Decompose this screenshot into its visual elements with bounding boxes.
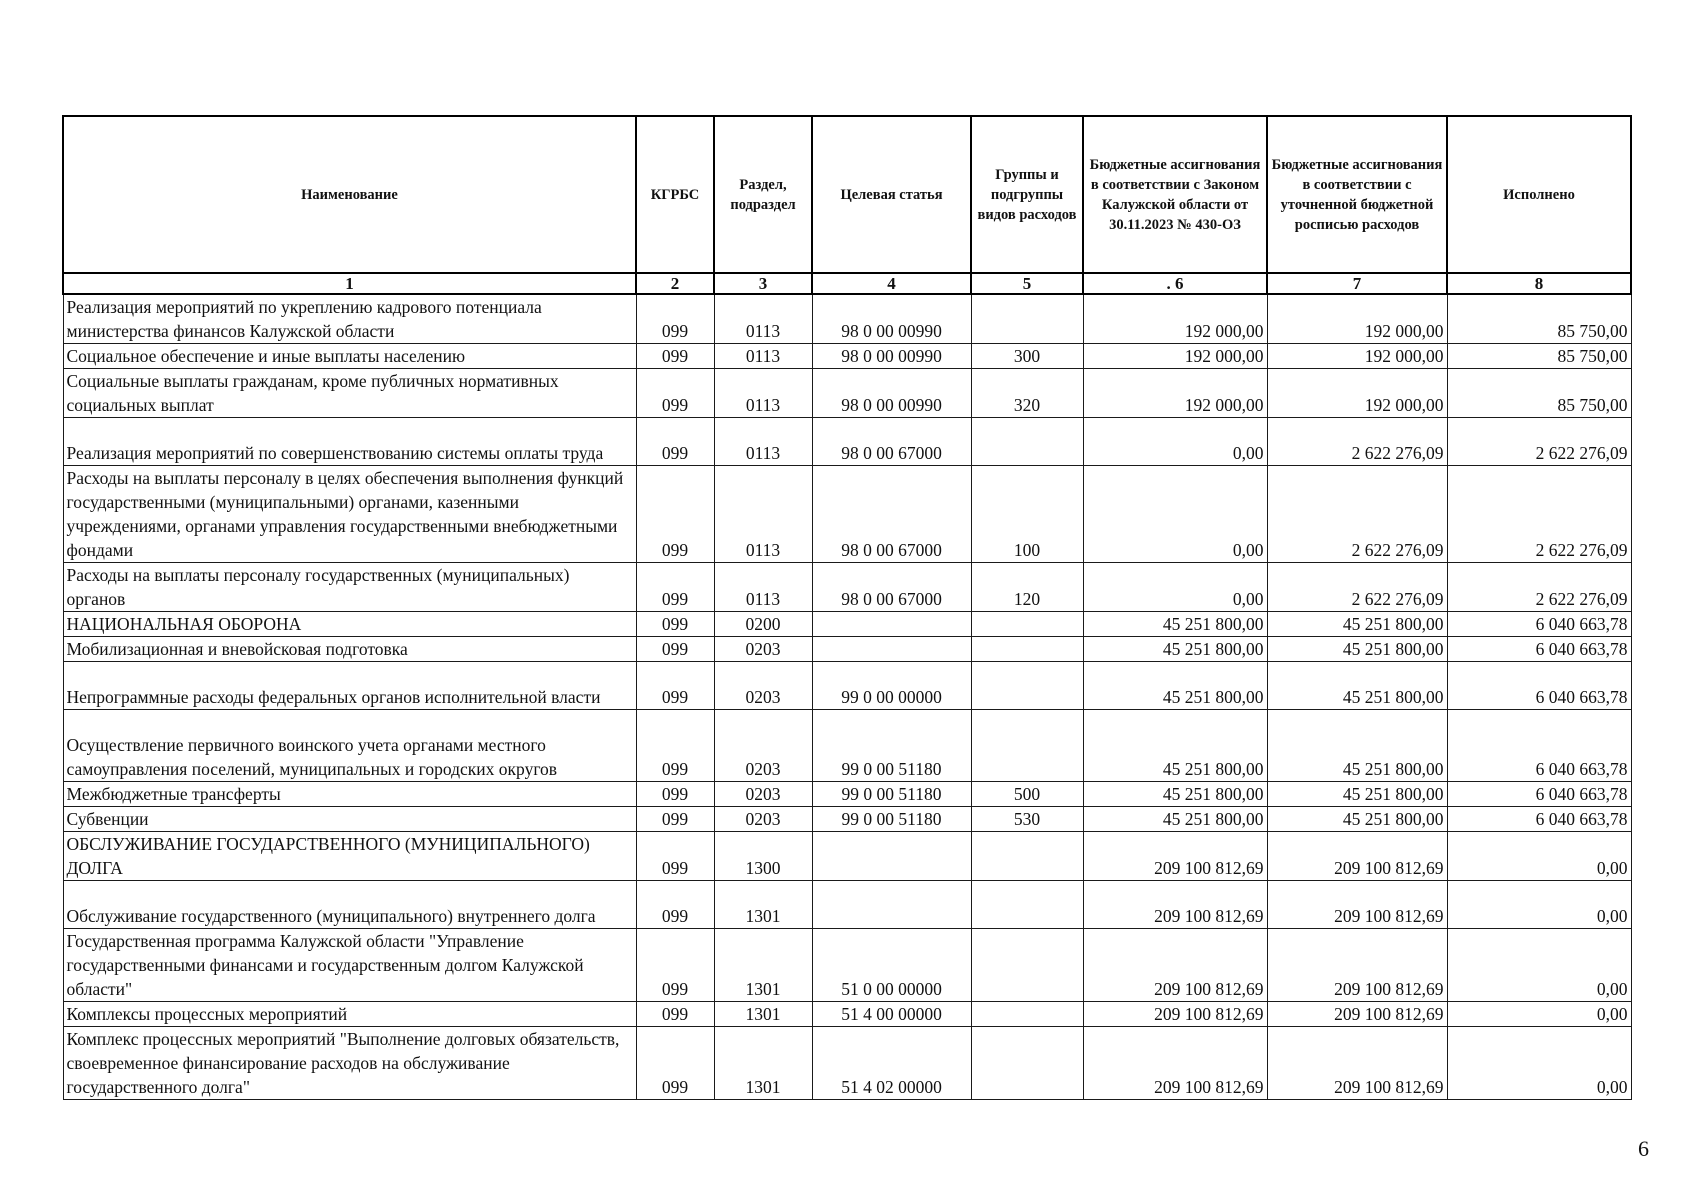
row-kgrbs: 099 — [636, 929, 714, 1002]
header-target: Целевая статья — [812, 116, 971, 273]
row-kgrbs: 099 — [636, 782, 714, 807]
column-number: 5 — [971, 273, 1083, 294]
row-section: 0203 — [714, 782, 812, 807]
row-refined: 192 000,00 — [1267, 294, 1447, 344]
table-row — [63, 881, 1631, 929]
row-target — [812, 881, 971, 929]
row-name: Комплекс процессных мероприятий "Выполнение долговых обязательств, своевременное финансирование расходов на обслуживание государственного долга" — [63, 1027, 636, 1100]
column-number: 1 — [63, 273, 636, 294]
row-group — [971, 662, 1083, 710]
row-law: 209 100 812,69 — [1083, 1002, 1267, 1027]
row-group: 320 — [971, 369, 1083, 418]
row-group: 530 — [971, 807, 1083, 832]
row-name: Социальные выплаты гражданам, кроме публичных нормативных социальных выплат — [63, 369, 636, 418]
row-section: 0113 — [714, 418, 812, 466]
row-section: 0113 — [714, 344, 812, 369]
table-row — [63, 710, 1631, 782]
row-law: 45 251 800,00 — [1083, 637, 1267, 662]
row-executed: 85 750,00 — [1447, 294, 1631, 344]
row-name: Субвенции — [63, 807, 636, 832]
header-executed: Исполнено — [1447, 116, 1631, 273]
row-refined: 45 251 800,00 — [1267, 710, 1447, 782]
row-section: 1300 — [714, 832, 812, 881]
row-section: 1301 — [714, 881, 812, 929]
table-body — [63, 294, 1631, 1100]
row-refined: 45 251 800,00 — [1267, 662, 1447, 710]
row-group: 120 — [971, 563, 1083, 612]
row-executed: 0,00 — [1447, 929, 1631, 1002]
row-name: ОБСЛУЖИВАНИЕ ГОСУДАРСТВЕННОГО (МУНИЦИПАЛЬНОГО) ДОЛГА — [63, 832, 636, 881]
row-target: 99 0 00 51180 — [812, 807, 971, 832]
row-name: Мобилизационная и вневойсковая подготовка — [63, 637, 636, 662]
row-refined: 209 100 812,69 — [1267, 1027, 1447, 1100]
table-row — [63, 344, 1631, 369]
row-section: 1301 — [714, 1002, 812, 1027]
row-refined: 209 100 812,69 — [1267, 929, 1447, 1002]
row-law: 0,00 — [1083, 563, 1267, 612]
table-row — [63, 563, 1631, 612]
row-kgrbs: 099 — [636, 807, 714, 832]
row-refined: 192 000,00 — [1267, 369, 1447, 418]
column-number: 4 — [812, 273, 971, 294]
row-group — [971, 418, 1083, 466]
row-target: 51 4 00 00000 — [812, 1002, 971, 1027]
row-section: 0113 — [714, 369, 812, 418]
row-executed: 2 622 276,09 — [1447, 563, 1631, 612]
row-kgrbs: 099 — [636, 418, 714, 466]
row-executed: 6 040 663,78 — [1447, 807, 1631, 832]
header-section: Раздел, подраздел — [714, 116, 812, 273]
row-executed: 85 750,00 — [1447, 344, 1631, 369]
column-number: . 6 — [1083, 273, 1267, 294]
table-row — [63, 832, 1631, 881]
row-executed: 0,00 — [1447, 881, 1631, 929]
row-kgrbs: 099 — [636, 563, 714, 612]
header-law: Бюджетные ассигнования в соответствии с Законом Калужской области от 30.11.2023 № 430-ОЗ — [1083, 116, 1267, 273]
row-target: 99 0 00 51180 — [812, 782, 971, 807]
row-executed: 6 040 663,78 — [1447, 710, 1631, 782]
row-executed: 2 622 276,09 — [1447, 418, 1631, 466]
table-row — [63, 1002, 1631, 1027]
row-kgrbs: 099 — [636, 710, 714, 782]
row-group: 100 — [971, 466, 1083, 563]
row-refined: 2 622 276,09 — [1267, 563, 1447, 612]
row-section: 0113 — [714, 563, 812, 612]
row-target — [812, 832, 971, 881]
row-kgrbs: 099 — [636, 881, 714, 929]
row-name: Социальное обеспечение и иные выплаты населению — [63, 344, 636, 369]
row-kgrbs: 099 — [636, 662, 714, 710]
table-row — [63, 418, 1631, 466]
row-name: Государственная программа Калужской области "Управление государственными финансами и государственным долгом Калужской области" — [63, 929, 636, 1002]
row-kgrbs: 099 — [636, 637, 714, 662]
row-group — [971, 294, 1083, 344]
row-refined: 45 251 800,00 — [1267, 782, 1447, 807]
row-target: 98 0 00 00990 — [812, 369, 971, 418]
row-group — [971, 832, 1083, 881]
row-target — [812, 612, 971, 637]
row-group: 300 — [971, 344, 1083, 369]
row-executed: 6 040 663,78 — [1447, 662, 1631, 710]
row-group — [971, 1027, 1083, 1100]
row-kgrbs: 099 — [636, 1002, 714, 1027]
row-name: Комплексы процессных мероприятий — [63, 1002, 636, 1027]
row-target: 98 0 00 00990 — [812, 294, 971, 344]
row-section: 0203 — [714, 662, 812, 710]
row-law: 209 100 812,69 — [1083, 832, 1267, 881]
row-section: 0200 — [714, 612, 812, 637]
row-name: Межбюджетные трансферты — [63, 782, 636, 807]
row-law: 0,00 — [1083, 418, 1267, 466]
row-kgrbs: 099 — [636, 294, 714, 344]
row-name: НАЦИОНАЛЬНАЯ ОБОРОНА — [63, 612, 636, 637]
row-refined: 209 100 812,69 — [1267, 881, 1447, 929]
row-target: 98 0 00 67000 — [812, 466, 971, 563]
row-executed: 2 622 276,09 — [1447, 466, 1631, 563]
row-target: 51 0 00 00000 — [812, 929, 971, 1002]
row-section: 0203 — [714, 637, 812, 662]
row-law: 45 251 800,00 — [1083, 662, 1267, 710]
row-kgrbs: 099 — [636, 612, 714, 637]
row-group — [971, 929, 1083, 1002]
row-group: 500 — [971, 782, 1083, 807]
header-name: Наименование — [63, 116, 636, 273]
table-row — [63, 662, 1631, 710]
row-section: 1301 — [714, 929, 812, 1002]
row-law: 45 251 800,00 — [1083, 807, 1267, 832]
column-number: 3 — [714, 273, 812, 294]
row-refined: 2 622 276,09 — [1267, 418, 1447, 466]
row-target: 98 0 00 67000 — [812, 563, 971, 612]
row-executed: 0,00 — [1447, 1002, 1631, 1027]
table-row — [63, 929, 1631, 1002]
table-row — [63, 612, 1631, 637]
row-kgrbs: 099 — [636, 832, 714, 881]
row-section: 1301 — [714, 1027, 812, 1100]
row-law: 209 100 812,69 — [1083, 1027, 1267, 1100]
row-target: 98 0 00 67000 — [812, 418, 971, 466]
page-number: 6 — [1638, 1136, 1649, 1161]
row-law: 45 251 800,00 — [1083, 782, 1267, 807]
column-number-row — [63, 273, 1631, 294]
header-kgrbs: КГРБС — [636, 116, 714, 273]
header-row — [63, 116, 1631, 273]
row-law: 192 000,00 — [1083, 294, 1267, 344]
row-name: Расходы на выплаты персоналу государственных (муниципальных) органов — [63, 563, 636, 612]
column-number: 2 — [636, 273, 714, 294]
row-executed: 0,00 — [1447, 832, 1631, 881]
row-refined: 209 100 812,69 — [1267, 832, 1447, 881]
table-row — [63, 782, 1631, 807]
row-name: Расходы на выплаты персоналу в целях обеспечения выполнения функций государственными (муниципальными) органами, казенными учреждениями, органами управления государственными внебюджетными фондами — [63, 466, 636, 563]
header-group: Группы и подгруппы видов расходов — [971, 116, 1083, 273]
row-law: 209 100 812,69 — [1083, 929, 1267, 1002]
row-kgrbs: 099 — [636, 466, 714, 563]
row-refined: 192 000,00 — [1267, 344, 1447, 369]
row-group — [971, 637, 1083, 662]
row-kgrbs: 099 — [636, 1027, 714, 1100]
row-refined: 45 251 800,00 — [1267, 807, 1447, 832]
row-executed: 6 040 663,78 — [1447, 782, 1631, 807]
row-section: 0113 — [714, 294, 812, 344]
row-law: 0,00 — [1083, 466, 1267, 563]
table-row — [63, 1027, 1631, 1100]
row-kgrbs: 099 — [636, 344, 714, 369]
row-law: 192 000,00 — [1083, 369, 1267, 418]
row-executed: 6 040 663,78 — [1447, 612, 1631, 637]
row-executed: 85 750,00 — [1447, 369, 1631, 418]
budget-table — [62, 115, 1632, 1100]
row-law: 45 251 800,00 — [1083, 710, 1267, 782]
table-row — [63, 369, 1631, 418]
row-target: 99 0 00 00000 — [812, 662, 971, 710]
row-section: 0203 — [714, 807, 812, 832]
row-name: Непрограммные расходы федеральных органов исполнительной власти — [63, 662, 636, 710]
row-law: 209 100 812,69 — [1083, 881, 1267, 929]
row-executed: 6 040 663,78 — [1447, 637, 1631, 662]
row-name: Реализация мероприятий по совершенствованию системы оплаты труда — [63, 418, 636, 466]
table-row — [63, 466, 1631, 563]
row-target: 51 4 02 00000 — [812, 1027, 971, 1100]
row-law: 45 251 800,00 — [1083, 612, 1267, 637]
row-name: Обслуживание государственного (муниципального) внутреннего долга — [63, 881, 636, 929]
column-number: 8 — [1447, 273, 1631, 294]
table-row — [63, 807, 1631, 832]
row-name: Реализация мероприятий по укреплению кадрового потенциала министерства финансов Калужской области — [63, 294, 636, 344]
table-row — [63, 637, 1631, 662]
row-law: 192 000,00 — [1083, 344, 1267, 369]
row-executed: 0,00 — [1447, 1027, 1631, 1100]
row-target: 99 0 00 51180 — [812, 710, 971, 782]
header-refined: Бюджетные ассигнования в соответствии с уточненной бюджетной росписью расходов — [1267, 116, 1447, 273]
row-refined: 45 251 800,00 — [1267, 612, 1447, 637]
row-group — [971, 710, 1083, 782]
row-refined: 209 100 812,69 — [1267, 1002, 1447, 1027]
row-name: Осуществление первичного воинского учета органами местного самоуправления поселений, муниципальных и городских округов — [63, 710, 636, 782]
row-refined: 45 251 800,00 — [1267, 637, 1447, 662]
row-target: 98 0 00 00990 — [812, 344, 971, 369]
row-target — [812, 637, 971, 662]
column-number: 7 — [1267, 273, 1447, 294]
row-group — [971, 881, 1083, 929]
row-group — [971, 612, 1083, 637]
table-row — [63, 294, 1631, 344]
row-section: 0203 — [714, 710, 812, 782]
row-section: 0113 — [714, 466, 812, 563]
row-group — [971, 1002, 1083, 1027]
row-refined: 2 622 276,09 — [1267, 466, 1447, 563]
row-kgrbs: 099 — [636, 369, 714, 418]
